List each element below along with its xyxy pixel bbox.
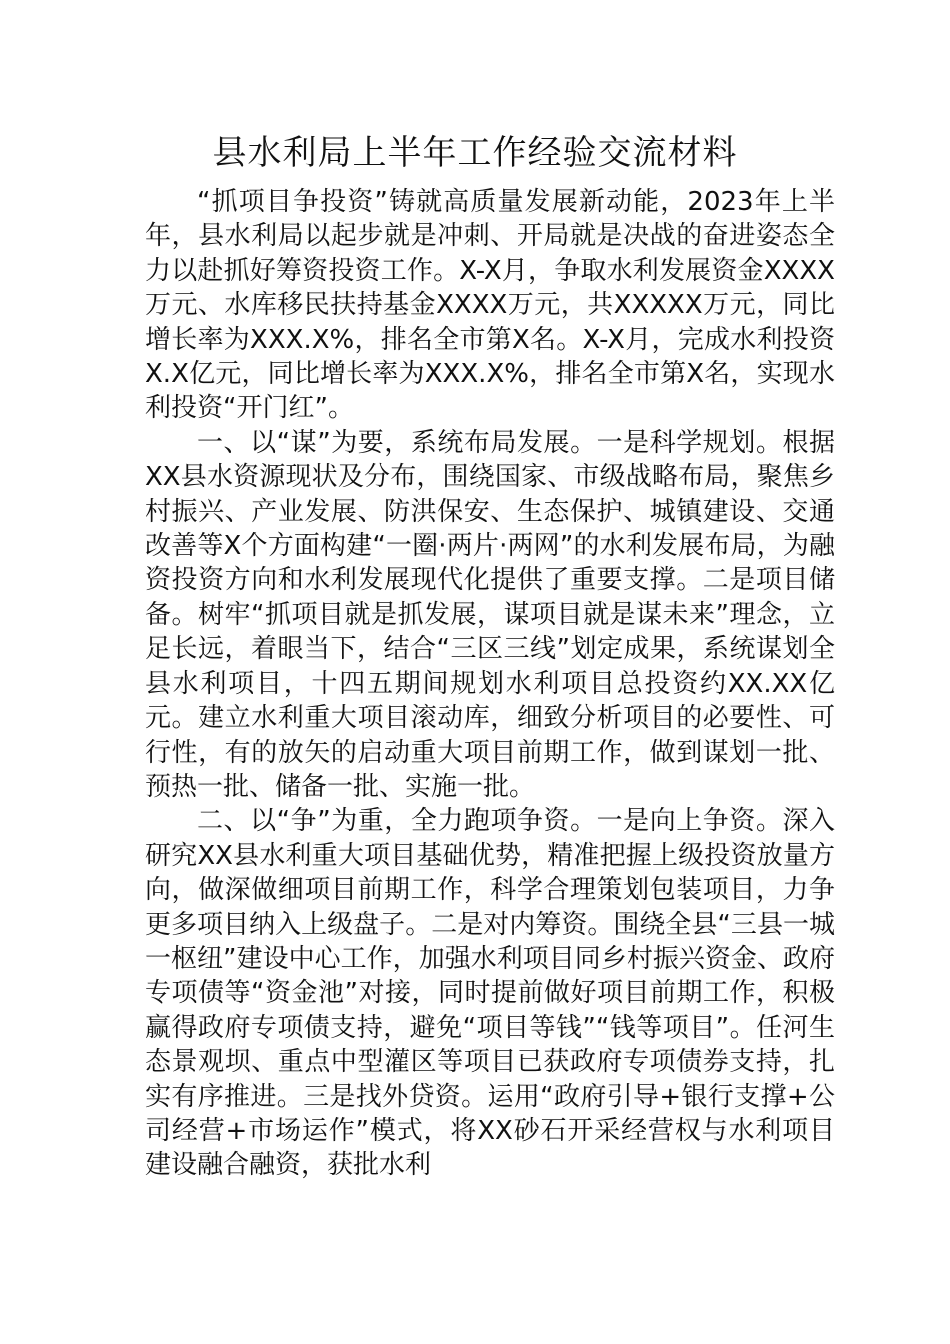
paragraph-intro: “抓项目争投资”铸就高质量发展新动能，2023年上半年，县水利局以起步就是冲刺、开局就是决战的奋进姿态全力以赴抓好筹资投资工作。X-X月，争取水利发展资金XXXX万元、水库移民扶持基金XXXX万元，共XXXXX万元，同比增长率为XXX.X%，排名全市第X名。X-X月，完成水利投资X.X亿元，同比增长率为XXX.X%，排名全市第X名，实现水利投资“开门红”。	[145, 187, 835, 424]
document-title: 县水利局上半年工作经验交流材料	[212, 133, 738, 173]
paragraph-section-one: 一、以“谋”为要，系统布局发展。一是科学规划。根据XX县水资源现状及分布，围绕国家、市级战略布局，聚焦乡村振兴、产业发展、防洪保安、生态保护、城镇建设、交通改善等X个方面构建“一圈·两片·两网”的水利发展布局，为融资投资方向和水利发展现代化提供了重要支撑。二是项目储备。树牢“抓项目就是抓发展，谋项目就是谋未来”理念，立足长远，着眼当下，结合“三区三线”划定成果，系统谋划全县水利项目，十四五期间规划水利项目总投资约XX.XX亿元。建立水利重大项目滚动库，细致分析项目的必要性、可行性，有的放矢的启动重大项目前期工作，做到谋划一批、预热一批、储备一批、实施一批。	[145, 427, 835, 802]
paragraph-section-two: 二、以“争”为重，全力跑项争资。一是向上争资。深入研究XX县水利重大项目基础优势，精准把握上级投资放量方向，做深做细项目前期工作，科学合理策划包装项目，力争更多项目纳入上级盘子。二是对内筹资。围绕全县“三县一城一枢纽”建设中心工作，加强水利项目同乡村振兴资金、政府专项债等“资金池”对接，同时提前做好项目前期工作，积极赢得政府专项债支持，避免“项目等钱”“钱等项目”。任河生态景观坝、重点中型灌区等项目已获政府专项债券支持，扎实有序推进。三是找外贷资。运用“政府引导+银行支撑+公司经营+市场运作”模式，将XX砂石开采经营权与水利项目建设融合融资，获批水利	[145, 806, 835, 1181]
document-body	[145, 185, 835, 1183]
